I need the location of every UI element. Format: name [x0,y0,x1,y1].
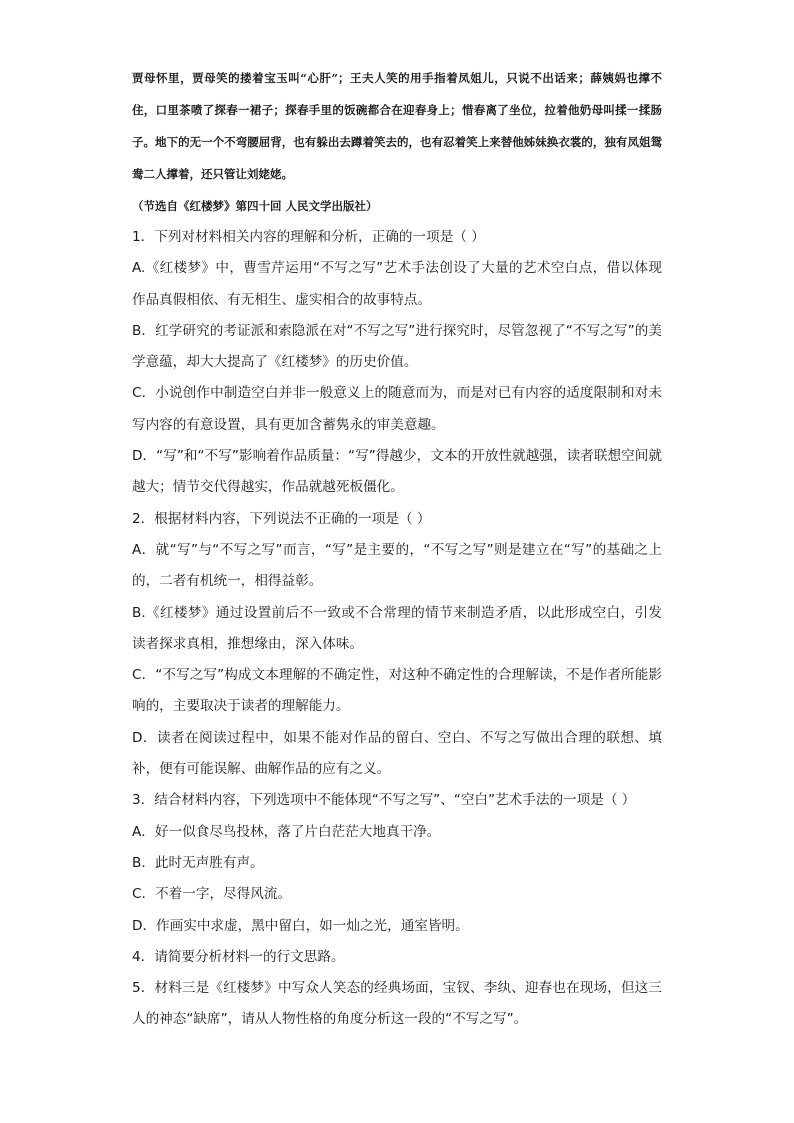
option-c: C．小说创作中制造空白并非一般意义上的随意而为，而是对已有内容的适度限制和对未写内容的有意设置，具有更加含蓄隽永的审美意趣。 [132,385,662,433]
option-a: A．好一似食尽鸟投林，落了片白茫茫大地真干净。 [132,823,441,840]
question-stem: 4．请简要分析材料一的行文思路。 [132,948,345,965]
question-1 [132,222,662,504]
option-d: D．作画实中求虚，黑中留白，如一灿之光，通室皆明。 [132,917,469,934]
option-d: D．读者在阅读过程中，如果不能对作品的留白、空白、不写之写做出合理的联想、填补，便有可能误解、曲解作品的应有之义。 [132,729,662,778]
option-c: C．不着一字，尽得风流。 [132,886,292,903]
question-stem: 5．材料三是《红楼梦》中写众人笑态的经典场面，宝钗、李纨、迎春也在现场，但这三人的神态“缺席”，请从人物性格的角度分析这一段的“不写之写”。 [132,980,662,1028]
option-a: A．就“写”与“不写之写”而言，“写”是主要的，“不写之写”则是建立在“写”的基础之上的，二者有机统一，相得益彰。 [132,541,662,590]
question-5 [132,973,662,1036]
option-b: B．红学研究的考证派和索隐派在对“不写之写”进行探究时，尽管忽视了“不写之写”的美学意蕴，却大大提高了《红楼梦》的历史价值。 [132,322,662,371]
page-content [132,62,662,1036]
question-4 [132,942,662,973]
question-stem: 1．下列对材料相关内容的理解和分析，正确的一项是（ ） [132,229,485,245]
question-2 [132,504,662,786]
question-stem: 2．根据材料内容，下列说法不正确的一项是（ ） [132,510,431,527]
option-c: C．“不写之写”构成文本理解的不确定性，对这种不确定性的合理解读，不是作者所能影响的，主要取决于读者的理解能力。 [132,667,662,715]
option-a: A.《红楼梦》中，曹雪芹运用“不写之写”艺术手法创设了大量的艺术空白点，借以体现作品真假相依、有无相生、虚实相合的故事特点。 [132,260,662,308]
option-b: B.《红楼梦》通过设置前后不一致或不合常理的情节来制造矛盾，以此形成空白，引发读者探求真相，推想缘由，深入体味。 [132,604,662,652]
option-d: D．“写”和“不写”影响着作品质量：“写”得越少，文本的开放性就越强，读者联想空间就越大；情节交代得越实，作品就越死板僵化。 [132,448,662,496]
question-3 [132,785,662,941]
question-stem: 3．结合材料内容，下列选项中不能体现“不写之写”、“空白”艺术手法的一项是（ ） [132,792,636,809]
option-b: B．此时无声胜有声。 [132,854,264,871]
excerpt-source: （节选自《红楼梦》第四十回 人民文学出版社） [132,199,378,213]
excerpt-paragraph: 贾母怀里，贾母笑的搂着宝玉叫“心肝”；王夫人笑的用手指着凤姐儿，只说不出话来；薛姨妈也撑不住，口里茶喷了探春一裙子；探春手里的饭碗都合在迎春身上；惜春离了坐位，拉着他奶母叫揉一揉肠子。地下的无一个不弯腰屈背，也有躲出去蹲着笑去的，也有忍着笑上来替他姊妹换衣裳的，独有凤姐鸳鸯二人撑着，还只管让刘姥姥。 [132,71,662,181]
